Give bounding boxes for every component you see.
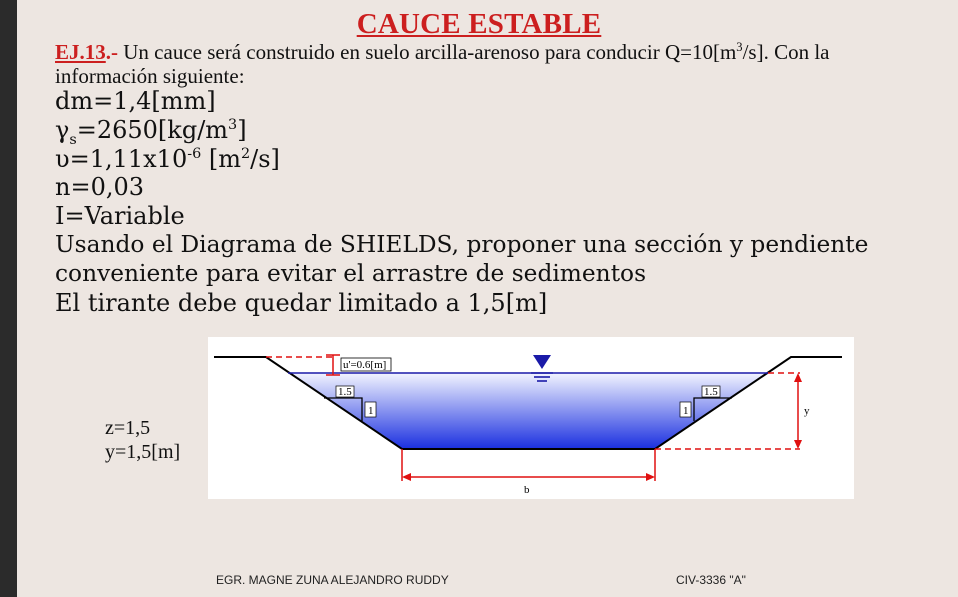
slope-v-right: 1	[683, 405, 689, 417]
param-z: z=1,5	[105, 417, 151, 439]
channel-svg	[208, 337, 854, 499]
slope-v-left: 1	[368, 405, 374, 417]
gamma-symbol: γ	[55, 115, 70, 144]
gamma-exponent: 3	[228, 116, 238, 133]
left-accent-bar	[0, 0, 17, 597]
gamma-subscript: s	[69, 131, 77, 148]
statement-part-b: /s]. Con la información siguiente:	[55, 40, 830, 88]
page-title: CAUCE ESTABLE	[356, 8, 602, 40]
footer-course: CIV-3336 "A"	[676, 573, 746, 587]
nu-exponent: -6	[187, 145, 202, 162]
param-y: y=1,5[m]	[105, 441, 181, 463]
width-dimension	[402, 449, 655, 481]
nu-value: υ=1,11x10	[55, 144, 188, 173]
width-label: b	[524, 484, 530, 496]
depth-label: y	[804, 405, 810, 417]
line-gamma	[55, 115, 958, 148]
line-viscosity	[55, 145, 958, 174]
line-slope: I=Variable	[55, 202, 185, 231]
line-instruction: Usando el Diagrama de SHIELDS, proponer una sección y pendiente conveniente para evitar el arrastre de sedimentos	[55, 230, 869, 287]
statement-part-a: Un cauce será construido en suelo arcilla-arenoso para conducir Q=10[m	[118, 40, 737, 64]
nu-unit-a: [m	[201, 144, 241, 173]
slope-h-left: 1.5	[338, 386, 352, 398]
statement-exponent: 3	[736, 40, 743, 54]
line-dm: dm=1,4[mm]	[55, 87, 216, 115]
line-manning: n=0,03	[55, 173, 145, 202]
exercise-label: EJ.13	[55, 40, 106, 64]
water-level-icon	[531, 355, 553, 381]
channel-section-diagram	[208, 337, 854, 499]
gamma-close: ]	[237, 115, 247, 144]
exercise-statement	[55, 40, 935, 88]
freeboard-label: u'=0.6[m]	[343, 359, 387, 371]
nu-unit-exponent: 2	[241, 145, 251, 162]
section-parameters	[105, 416, 180, 464]
data-list	[55, 87, 958, 317]
footer-author: EGR. MAGNE ZUNA ALEJANDRO RUDDY	[216, 573, 449, 587]
line-depth-limit: El tirante debe quedar limitado a 1,5[m]	[55, 288, 548, 317]
nu-unit-b: /s]	[250, 144, 280, 173]
water-body	[288, 373, 768, 449]
exercise-dash: .-	[105, 40, 119, 64]
slope-h-right: 1.5	[704, 386, 718, 398]
gamma-value: =2650[kg/m	[76, 115, 229, 144]
